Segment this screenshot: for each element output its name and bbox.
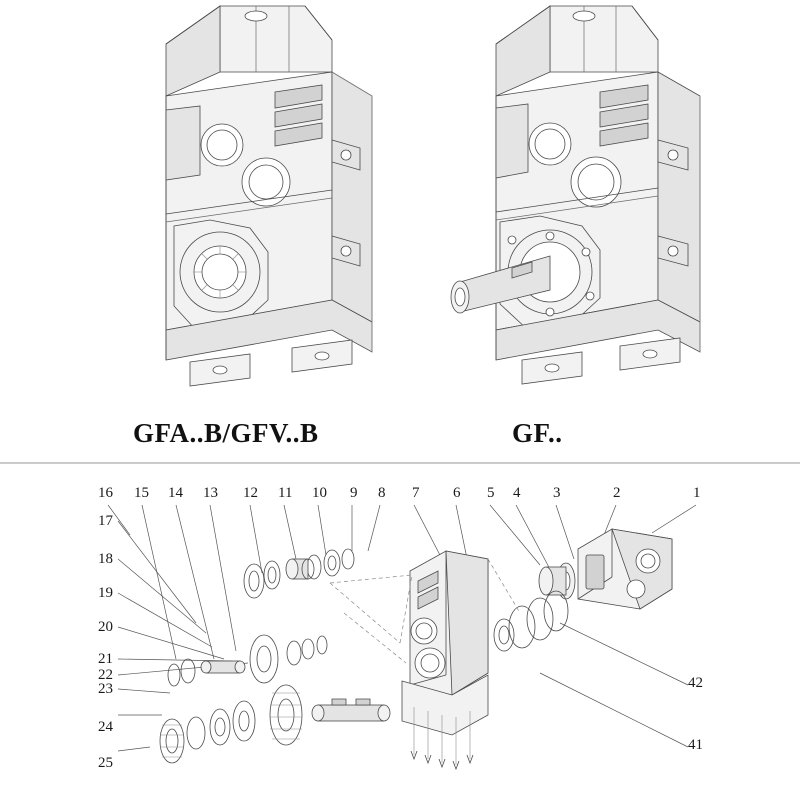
callout-24: 24 <box>98 719 113 735</box>
caption-gearbox-left: GFA..B/GFV..B <box>133 418 319 448</box>
caption-gearbox-right: GF.. <box>512 418 563 448</box>
callout-18: 18 <box>98 551 113 567</box>
callout-15: 15 <box>134 485 149 501</box>
exploded-view-section <box>0 462 800 801</box>
gearbox-drawing-right <box>400 0 740 400</box>
callout-42: 42 <box>688 675 703 691</box>
callout-19: 19 <box>98 585 113 601</box>
gearbox-drawing-left <box>70 0 400 400</box>
callout-21: 21 <box>98 651 113 667</box>
callout-5: 5 <box>487 485 495 501</box>
callout-3: 3 <box>553 485 561 501</box>
callout-41: 41 <box>688 737 703 753</box>
callout-4: 4 <box>513 485 521 501</box>
callout-9: 9 <box>350 485 358 501</box>
callout-10: 10 <box>312 485 327 501</box>
callout-17: 17 <box>98 513 113 529</box>
callout-20: 20 <box>98 619 113 635</box>
callout-11: 11 <box>278 485 293 501</box>
callout-13: 13 <box>203 485 218 501</box>
callout-labels <box>0 463 800 801</box>
callout-22: 22 <box>98 667 113 683</box>
callout-2: 2 <box>613 485 621 501</box>
callout-12: 12 <box>243 485 258 501</box>
callout-6: 6 <box>453 485 461 501</box>
callout-14: 14 <box>168 485 183 501</box>
callout-16: 16 <box>98 485 113 501</box>
callout-25: 25 <box>98 755 113 771</box>
callout-8: 8 <box>378 485 386 501</box>
callout-7: 7 <box>412 485 420 501</box>
callout-23: 23 <box>98 681 113 697</box>
callout-1: 1 <box>693 485 701 501</box>
